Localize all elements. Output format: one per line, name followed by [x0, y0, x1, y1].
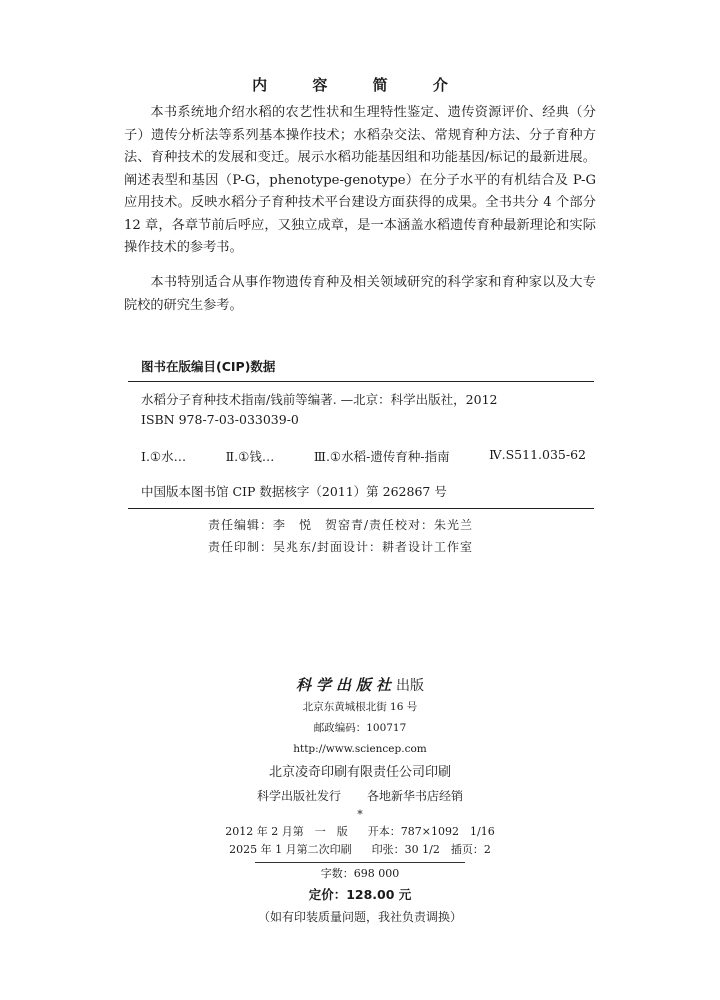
page-title: 内 容 简 介	[252, 76, 468, 94]
edition-line-1	[0, 823, 720, 841]
cip-verification: 中国版本图书馆 CIP 数据核字（2011）第 262867 号	[141, 484, 447, 499]
publisher-name	[0, 674, 720, 697]
print-date: 2025 年 1 月第二次印刷	[229, 843, 352, 856]
print-sheets: 印张：30 1/2 插页：2	[371, 843, 491, 856]
word-count: 字数：698 000	[320, 867, 400, 880]
cip-class-item: Ⅳ.S511.035-62	[489, 447, 586, 462]
staff-production: 责任印制：吴兆东/封面设计：耕者设计工作室	[208, 540, 474, 554]
intro-paragraph-2: 本书特别适合从事作物遗传育种及相关领域研究的科学家和育种家以及大专院校的研究生参考。	[124, 275, 596, 313]
distribution-line	[0, 785, 720, 807]
cip-class-item: Ⅱ.①钱…	[225, 449, 275, 464]
cip-top-rule	[128, 381, 594, 382]
distribution-left: 科学出版社发行	[256, 789, 341, 803]
publisher-logo: 科学出版社	[295, 676, 396, 694]
intro-paragraph-1: 本书系统地介绍水稻的农艺性状和生理特性鉴定、遗传资源评价、经典（分子）遗传分析法等系列基本操作技术；水稻杂交法、常规育种方法、分子育种方法、育种技术的发展和变迁。展示水稻功能基因组和功能基因/标记的最新进展。阐述表型和基因（P-G，phenotype-genotype）在分子水平的有机结合及 P-G 应用技术。反映水稻分子育种技术平台建设方面获得的成果。全书共分 4 个部分 12 章，各章节前后呼应，又独立成章，是一本涵盖水稻遗传育种最新理论和实际操作技术的参考书。	[124, 105, 596, 255]
staff-editors: 责任编辑：李 悦 贺窑青/责任校对：朱光兰	[208, 518, 474, 532]
cip-isbn: ISBN 978-7-03-033039-0	[141, 412, 299, 427]
cip-class-item: Ⅲ.①水稻-遗传育种-指南	[313, 449, 450, 464]
printer-line: 北京凌奇印刷有限责任公司印刷	[268, 765, 451, 780]
cip-heading: 图书在版编目(CIP)数据	[141, 359, 276, 374]
quality-notice: （如有印装质量问题，我社负责调换）	[257, 910, 462, 924]
format-size: 开本：787×1092 1/16	[367, 825, 495, 838]
publisher-block	[0, 674, 720, 929]
edition-date: 2012 年 2 月第 一 版	[225, 825, 348, 838]
edition-line-2	[0, 841, 720, 859]
publisher-suffix: 出版	[396, 678, 424, 694]
cip-classification	[141, 447, 586, 465]
cip-bottom-rule	[128, 508, 594, 509]
publisher-postcode: 邮政编码：100717	[313, 722, 407, 734]
publisher-address: 北京东黄城根北街 16 号	[302, 701, 418, 713]
cip-class-item: Ⅰ.①水…	[141, 449, 187, 464]
price: 定价：128.00 元	[308, 887, 412, 902]
distribution-right: 各地新华书店经销	[367, 789, 464, 803]
cip-title-line: 水稻分子育种技术指南/钱前等编著. —北京：科学出版社，2012	[141, 392, 498, 407]
publisher-website: http://www.sciencep.com	[293, 743, 427, 755]
separator-star: *	[357, 808, 363, 821]
